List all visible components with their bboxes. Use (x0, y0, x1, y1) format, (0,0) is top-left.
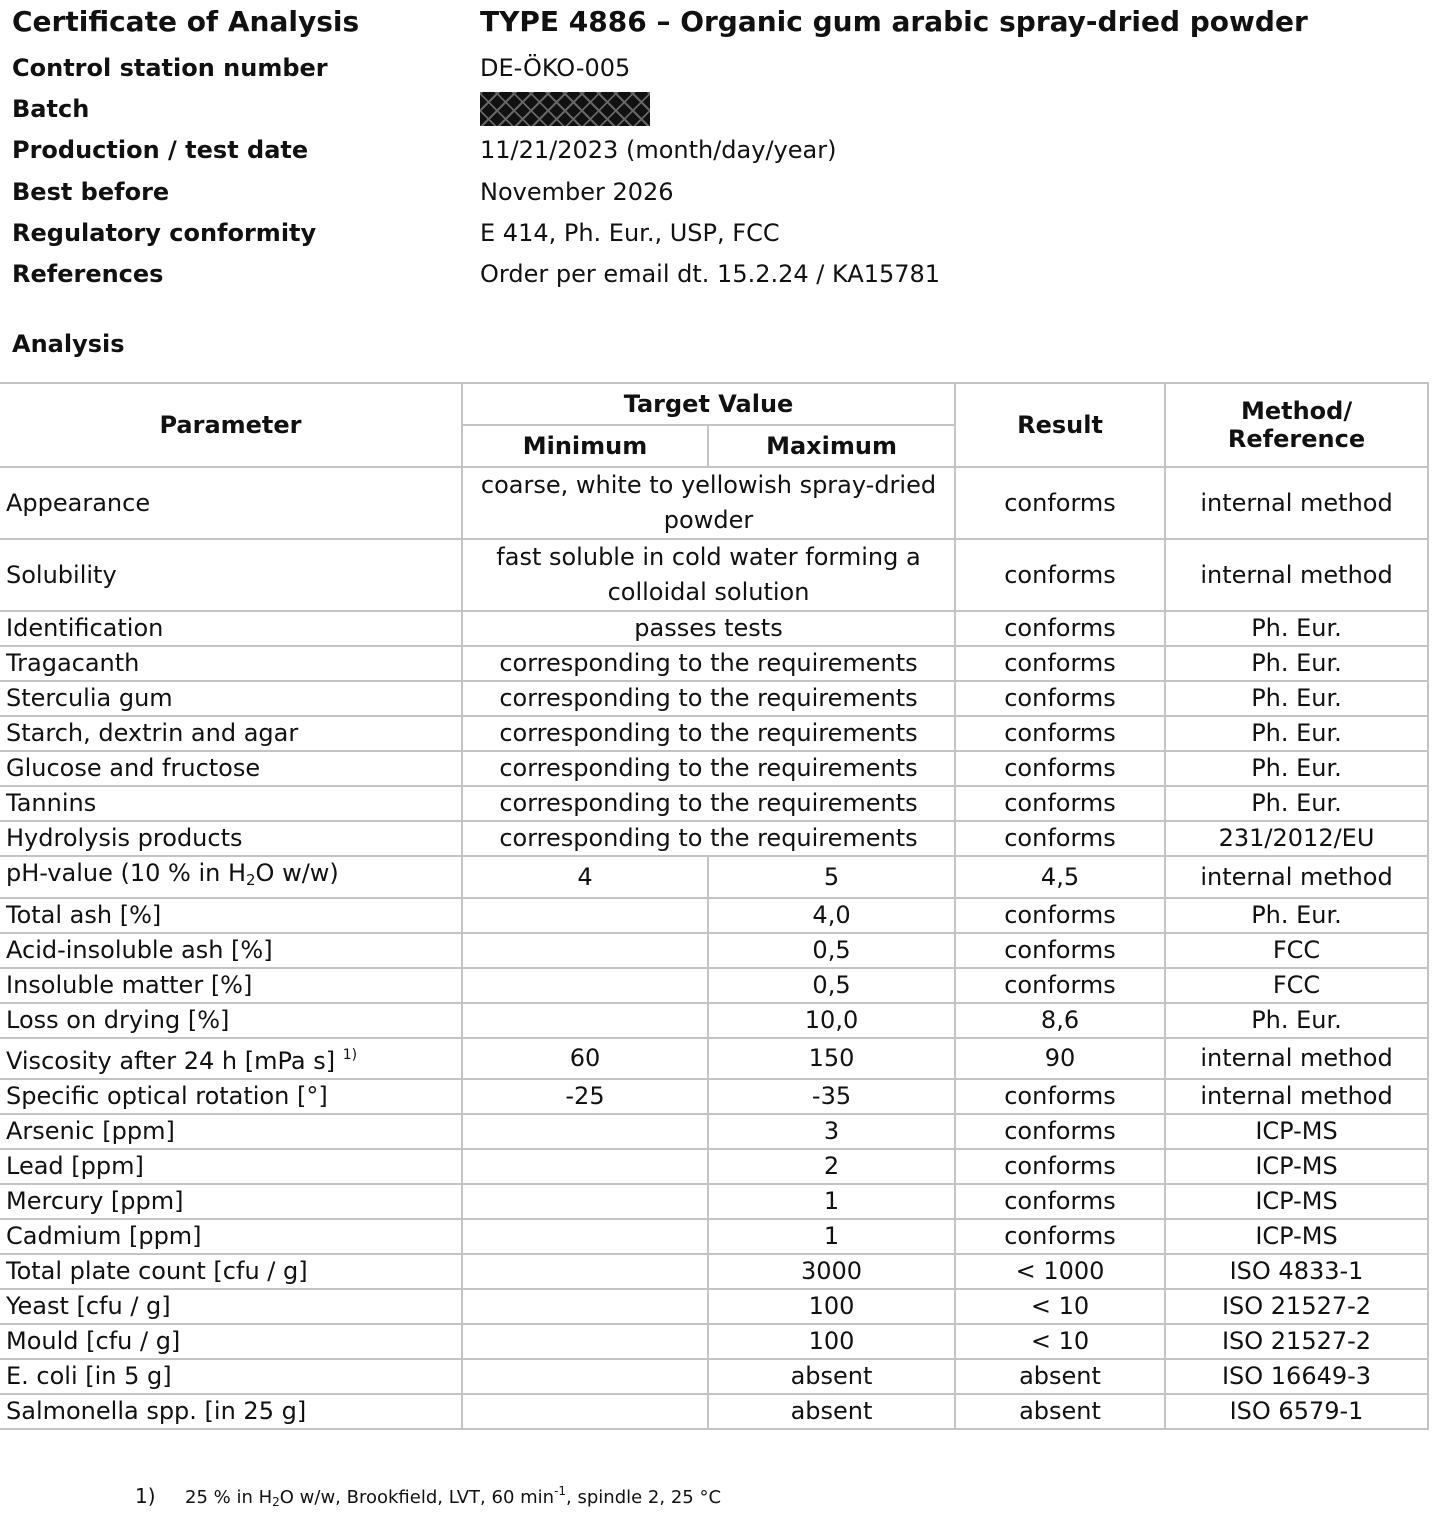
target-cell: corresponding to the requirements (462, 681, 955, 716)
table-row (0, 611, 1428, 646)
method-cell: Ph. Eur. (1165, 898, 1428, 933)
result-cell: conforms (955, 1079, 1165, 1114)
table-row (0, 1003, 1428, 1038)
table-row (0, 467, 1428, 539)
target-cell: passes tests (462, 611, 955, 646)
method-cell: Ph. Eur. (1165, 1003, 1428, 1038)
table-row (0, 786, 1428, 821)
result-cell: conforms (955, 821, 1165, 856)
table-row (0, 1149, 1428, 1184)
target-cell: corresponding to the requirements (462, 646, 955, 681)
table-row (0, 1079, 1428, 1114)
header-row-1 (0, 383, 1428, 425)
result-cell: conforms (955, 646, 1165, 681)
maximum-cell: 4,0 (708, 898, 955, 933)
maximum-cell: 100 (708, 1289, 955, 1324)
method-header-line1: Method/ (1240, 397, 1353, 425)
table-row (0, 1359, 1428, 1394)
target-cell: fast soluble in cold water forming a colloidal solution (462, 539, 955, 611)
method-cell: internal method (1165, 1079, 1428, 1114)
method-cell: ICP-MS (1165, 1149, 1428, 1184)
method-cell: Ph. Eur. (1165, 716, 1428, 751)
maximum-cell: 1 (708, 1184, 955, 1219)
control-station-label: Control station number (12, 54, 328, 82)
maximum-cell: 150 (708, 1038, 955, 1079)
result-cell: conforms (955, 1219, 1165, 1254)
result-cell: 90 (955, 1038, 1165, 1079)
footnote (135, 1484, 721, 1509)
result-cell: conforms (955, 1184, 1165, 1219)
minimum-cell (462, 1149, 708, 1184)
result-cell: absent (955, 1394, 1165, 1429)
table-row (0, 1289, 1428, 1324)
target-cell: coarse, white to yellowish spray-dried powder (462, 467, 955, 539)
parameter-cell: Starch, dextrin and agar (0, 716, 462, 751)
result-cell: < 10 (955, 1324, 1165, 1359)
parameter-cell: Total plate count [cfu / g] (0, 1254, 462, 1289)
footnote-number: 1) (135, 1484, 156, 1508)
parameter-cell: Mould [cfu / g] (0, 1324, 462, 1359)
production-date-value: 11/21/2023 (month/day/year) (480, 136, 837, 164)
result-cell: conforms (955, 898, 1165, 933)
result-cell: conforms (955, 933, 1165, 968)
best-before-value: November 2026 (480, 178, 674, 206)
parameter-cell: Identification (0, 611, 462, 646)
result-cell: conforms (955, 968, 1165, 1003)
table-row (0, 1219, 1428, 1254)
result-cell: conforms (955, 716, 1165, 751)
minimum-cell (462, 933, 708, 968)
parameter-cell: Total ash [%] (0, 898, 462, 933)
parameter-cell: Tragacanth (0, 646, 462, 681)
method-cell: ICP-MS (1165, 1184, 1428, 1219)
analysis-heading: Analysis (12, 330, 125, 358)
references-value: Order per email dt. 15.2.24 / KA15781 (480, 260, 941, 288)
maximum-cell: 10,0 (708, 1003, 955, 1038)
analysis-table (0, 382, 1429, 1430)
control-station-value: DE-ÖKO-005 (480, 54, 631, 82)
production-date-label: Production / test date (12, 136, 309, 164)
parameter-cell: Solubility (0, 539, 462, 611)
minimum-cell (462, 1359, 708, 1394)
result-cell: conforms (955, 786, 1165, 821)
maximum-cell: 5 (708, 856, 955, 898)
method-cell: Ph. Eur. (1165, 646, 1428, 681)
target-cell: corresponding to the requirements (462, 821, 955, 856)
method-cell: ISO 16649-3 (1165, 1359, 1428, 1394)
minimum-cell (462, 968, 708, 1003)
footnote-text-1: 25 % in H (185, 1487, 273, 1508)
result-cell: conforms (955, 1149, 1165, 1184)
col-result-header: Result (955, 383, 1165, 467)
batch-label: Batch (12, 95, 90, 123)
method-cell: internal method (1165, 856, 1428, 898)
table-row (0, 751, 1428, 786)
parameter-cell: E. coli [in 5 g] (0, 1359, 462, 1394)
method-header-line2: Reference (1227, 425, 1366, 453)
minimum-cell (462, 1254, 708, 1289)
footnote-superscript: -1 (554, 1484, 567, 1498)
minimum-cell (462, 1003, 708, 1038)
parameter-cell: Salmonella spp. [in 25 g] (0, 1394, 462, 1429)
table-row (0, 856, 1428, 898)
minimum-cell (462, 1324, 708, 1359)
table-row (0, 1184, 1428, 1219)
parameter-cell: Appearance (0, 467, 462, 539)
target-cell: corresponding to the requirements (462, 786, 955, 821)
col-minimum-header: Minimum (462, 425, 708, 467)
col-target-header: Target Value (462, 383, 955, 425)
result-cell: < 10 (955, 1289, 1165, 1324)
maximum-cell: absent (708, 1394, 955, 1429)
parameter-cell: Mercury [ppm] (0, 1184, 462, 1219)
best-before-label: Best before (12, 178, 170, 206)
footnote-text-2: O w/w, Brookfield, LVT, 60 min (279, 1487, 555, 1508)
result-cell: < 1000 (955, 1254, 1165, 1289)
col-parameter-header: Parameter (0, 383, 462, 467)
result-cell: conforms (955, 539, 1165, 611)
method-cell: ICP-MS (1165, 1114, 1428, 1149)
maximum-cell: 0,5 (708, 968, 955, 1003)
parameter-cell: Acid-insoluble ash [%] (0, 933, 462, 968)
regulatory-label: Regulatory conformity (12, 219, 317, 247)
method-cell: Ph. Eur. (1165, 611, 1428, 646)
parameter-cell: Hydrolysis products (0, 821, 462, 856)
parameter-cell: Arsenic [ppm] (0, 1114, 462, 1149)
method-cell: Ph. Eur. (1165, 681, 1428, 716)
parameter-cell: Specific optical rotation [°] (0, 1079, 462, 1114)
method-cell: ISO 21527-2 (1165, 1324, 1428, 1359)
table-row (0, 681, 1428, 716)
parameter-cell: Loss on drying [%] (0, 1003, 462, 1038)
table-row (0, 968, 1428, 1003)
result-cell: 4,5 (955, 856, 1165, 898)
table-row (0, 821, 1428, 856)
minimum-cell: -25 (462, 1079, 708, 1114)
parameter-cell (0, 856, 462, 898)
minimum-cell (462, 898, 708, 933)
table-row (0, 1324, 1428, 1359)
col-method-header (1165, 383, 1428, 467)
table-row (0, 1114, 1428, 1149)
table-row (0, 898, 1428, 933)
parameter-cell: Tannins (0, 786, 462, 821)
parameter-cell: Yeast [cfu / g] (0, 1289, 462, 1324)
target-cell: corresponding to the requirements (462, 751, 955, 786)
method-cell: ICP-MS (1165, 1219, 1428, 1254)
subscript: 2 (246, 871, 256, 889)
result-cell: conforms (955, 467, 1165, 539)
result-cell: conforms (955, 681, 1165, 716)
method-cell: ISO 21527-2 (1165, 1289, 1428, 1324)
parameter-text-end: O w/w) (255, 859, 339, 887)
regulatory-value: E 414, Ph. Eur., USP, FCC (480, 219, 780, 247)
minimum-cell (462, 1289, 708, 1324)
minimum-cell (462, 1394, 708, 1429)
method-cell: internal method (1165, 539, 1428, 611)
result-cell: conforms (955, 1114, 1165, 1149)
parameter-text: pH-value (10 % in H (6, 859, 246, 887)
method-cell: internal method (1165, 467, 1428, 539)
maximum-cell: 3 (708, 1114, 955, 1149)
redaction-block (480, 92, 650, 126)
method-cell: FCC (1165, 933, 1428, 968)
table-row (0, 1254, 1428, 1289)
target-cell: corresponding to the requirements (462, 716, 955, 751)
result-cell: absent (955, 1359, 1165, 1394)
product-title: TYPE 4886 – Organic gum arabic spray-dried powder (480, 5, 1308, 38)
maximum-cell: 2 (708, 1149, 955, 1184)
document-title: Certificate of Analysis (12, 5, 360, 38)
minimum-cell (462, 1114, 708, 1149)
method-cell: Ph. Eur. (1165, 751, 1428, 786)
table-row (0, 1394, 1428, 1429)
parameter-cell: Glucose and fructose (0, 751, 462, 786)
maximum-cell: 3000 (708, 1254, 955, 1289)
table-row (0, 539, 1428, 611)
parameter-cell: Sterculia gum (0, 681, 462, 716)
maximum-cell: 1 (708, 1219, 955, 1254)
table-row (0, 933, 1428, 968)
result-cell: conforms (955, 611, 1165, 646)
references-label: References (12, 260, 164, 288)
footnote-marker: 1) (342, 1047, 358, 1063)
table-row (0, 1038, 1428, 1079)
parameter-cell: Lead [ppm] (0, 1149, 462, 1184)
result-cell: conforms (955, 751, 1165, 786)
parameter-cell: Insoluble matter [%] (0, 968, 462, 1003)
method-cell: ISO 6579-1 (1165, 1394, 1428, 1429)
maximum-cell: absent (708, 1359, 955, 1394)
minimum-cell: 4 (462, 856, 708, 898)
method-cell: FCC (1165, 968, 1428, 1003)
result-cell: 8,6 (955, 1003, 1165, 1038)
parameter-cell: Cadmium [ppm] (0, 1219, 462, 1254)
maximum-cell: 100 (708, 1324, 955, 1359)
method-cell: Ph. Eur. (1165, 786, 1428, 821)
footnote-subscript: 2 (272, 1495, 280, 1509)
method-cell: ISO 4833-1 (1165, 1254, 1428, 1289)
minimum-cell: 60 (462, 1038, 708, 1079)
minimum-cell (462, 1184, 708, 1219)
parameter-text: Viscosity after 24 h [mPa s] (6, 1047, 336, 1075)
parameter-cell (0, 1038, 462, 1079)
table-row (0, 646, 1428, 681)
method-cell: internal method (1165, 1038, 1428, 1079)
minimum-cell (462, 1219, 708, 1254)
footnote-text-3: , spindle 2, 25 °C (566, 1487, 722, 1508)
method-cell: 231/2012/EU (1165, 821, 1428, 856)
col-maximum-header: Maximum (708, 425, 955, 467)
maximum-cell: 0,5 (708, 933, 955, 968)
table-row (0, 716, 1428, 751)
maximum-cell: -35 (708, 1079, 955, 1114)
